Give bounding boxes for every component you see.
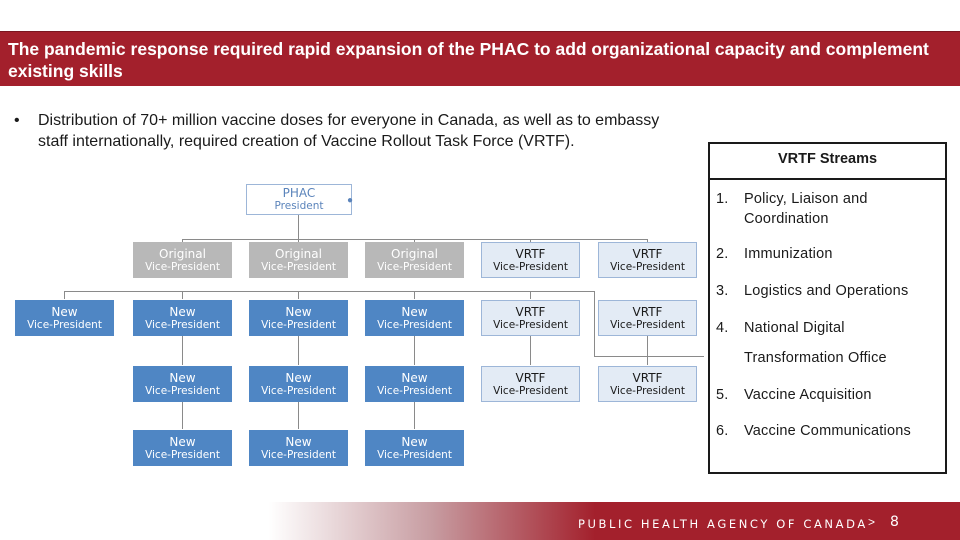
stream-text: Transformation Office xyxy=(744,350,887,366)
stream-item xyxy=(716,281,944,301)
org-box-subtitle: President xyxy=(274,200,324,212)
org-box-new-vp xyxy=(365,430,464,466)
org-box-new-vp xyxy=(249,300,348,336)
panel-divider xyxy=(710,178,945,180)
org-box-title: New xyxy=(285,370,312,385)
connector-line xyxy=(298,291,299,299)
bullet-point xyxy=(14,110,664,152)
org-box-title: VRTF xyxy=(515,246,546,261)
footer-agency-name: PUBLIC HEALTH AGENCY OF CANADA xyxy=(578,517,868,531)
stream-item xyxy=(716,348,944,368)
connector-line xyxy=(414,291,415,299)
stream-item xyxy=(716,385,944,405)
org-box-title: New xyxy=(285,304,312,319)
stream-item xyxy=(716,244,944,264)
org-box-new-vp xyxy=(15,300,114,336)
org-box-subtitle: Vice-President xyxy=(145,260,220,273)
org-box-vrtf-vp xyxy=(598,242,697,278)
connector-line xyxy=(64,291,594,292)
bullet-text: Distribution of 70+ million vaccine doses for everyone in Canada, as well as to embassy staff internationally, required creation of Vaccine Rollout Task Force (VRTF). xyxy=(38,112,660,150)
org-box-subtitle: Vice-President xyxy=(261,318,336,331)
stream-text: Immunization xyxy=(744,246,833,262)
org-box-original-vp xyxy=(133,242,232,278)
connector-line xyxy=(182,291,183,299)
stream-text: Vaccine Acquisition xyxy=(744,387,872,403)
connector-line xyxy=(298,335,299,365)
org-box-title: VRTF xyxy=(632,246,663,261)
org-box-subtitle: Vice-President xyxy=(377,448,452,461)
panel-title: VRTF Streams xyxy=(777,151,878,167)
org-box-original-vp xyxy=(249,242,348,278)
connector-handle-icon: ● xyxy=(347,195,354,206)
org-box-new-vp xyxy=(249,366,348,402)
org-box-subtitle: Vice-President xyxy=(261,384,336,397)
connector-line xyxy=(298,214,299,239)
org-box-subtitle: Vice-President xyxy=(377,384,452,397)
org-box-subtitle: Vice-President xyxy=(377,260,452,273)
connector-line xyxy=(182,335,183,365)
vrtf-streams-panel xyxy=(708,142,947,474)
org-box-subtitle: Vice-President xyxy=(610,318,685,331)
connector-line xyxy=(647,335,648,365)
org-box-new-vp xyxy=(365,366,464,402)
org-box-title: New xyxy=(401,434,428,449)
stream-text: Policy, Liaison and Coordination xyxy=(744,191,868,227)
org-box-vrtf-vp xyxy=(598,300,697,336)
org-box-title: PHAC xyxy=(282,186,316,200)
org-box-subtitle: Vice-President xyxy=(610,260,685,273)
org-box-vrtf-vp xyxy=(481,366,580,402)
connector-line xyxy=(530,335,531,365)
slide-title-bar xyxy=(0,31,960,86)
stream-number: 4. xyxy=(716,320,729,336)
org-box-title: Original xyxy=(275,246,322,261)
slide-title: The pandemic response required rapid expansion of the PHAC to add organizational capacity and complement existing skills xyxy=(8,39,929,81)
org-box-vrtf-vp xyxy=(481,300,580,336)
connector-line xyxy=(182,401,183,429)
connector-line xyxy=(64,291,65,299)
org-box-subtitle: Vice-President xyxy=(145,384,220,397)
org-box-new-vp xyxy=(365,300,464,336)
page-number: 8 xyxy=(890,514,899,530)
org-box-subtitle: Vice-President xyxy=(493,318,568,331)
stream-text: National Digital xyxy=(744,320,845,336)
org-box-subtitle: Vice-President xyxy=(145,448,220,461)
org-box-subtitle: Vice-President xyxy=(493,260,568,273)
stream-number: 2. xyxy=(716,246,729,262)
org-box-subtitle: Vice-President xyxy=(493,384,568,397)
org-box-title: New xyxy=(169,304,196,319)
stream-number: 5. xyxy=(716,387,729,403)
org-box-new-vp xyxy=(133,366,232,402)
org-box-title: New xyxy=(169,434,196,449)
connector-line xyxy=(414,335,415,365)
stream-item xyxy=(716,189,944,229)
org-box-new-vp xyxy=(133,430,232,466)
footer-separator: > xyxy=(868,515,876,529)
org-box-original-vp xyxy=(365,242,464,278)
org-box-subtitle: Vice-President xyxy=(377,318,452,331)
org-box-title: New xyxy=(285,434,312,449)
org-box-title: New xyxy=(401,370,428,385)
org-box-title: Original xyxy=(391,246,438,261)
connector-line xyxy=(298,401,299,429)
org-box-title: VRTF xyxy=(515,370,546,385)
org-box-title: VRTF xyxy=(632,370,663,385)
org-chart xyxy=(0,180,700,480)
stream-number: 3. xyxy=(716,283,729,299)
org-box-vrtf-vp xyxy=(598,366,697,402)
org-box-title: VRTF xyxy=(515,304,546,319)
org-box-title: New xyxy=(401,304,428,319)
org-box-title: VRTF xyxy=(632,304,663,319)
org-box-subtitle: Vice-President xyxy=(27,318,102,331)
stream-number: 6. xyxy=(716,423,729,439)
org-box-vrtf-vp xyxy=(481,242,580,278)
stream-item xyxy=(716,421,944,441)
org-box-subtitle: Vice-President xyxy=(610,384,685,397)
org-box-new-vp xyxy=(133,300,232,336)
org-box-title: New xyxy=(169,370,196,385)
stream-text: Vaccine Communications xyxy=(744,423,911,439)
connector-line xyxy=(594,356,704,357)
org-box-new-vp xyxy=(249,430,348,466)
bullet-dot: • xyxy=(14,112,20,129)
org-box-title: New xyxy=(51,304,78,319)
org-box-subtitle: Vice-President xyxy=(145,318,220,331)
connector-line xyxy=(594,291,595,356)
org-box-title: Original xyxy=(159,246,206,261)
connector-line xyxy=(414,401,415,429)
stream-item xyxy=(716,318,944,338)
stream-number: 1. xyxy=(716,191,729,207)
org-box-subtitle: Vice-President xyxy=(261,260,336,273)
org-box-subtitle: Vice-President xyxy=(261,448,336,461)
connector-line xyxy=(182,239,648,240)
org-box-president xyxy=(246,184,352,215)
connector-line xyxy=(530,291,531,299)
stream-text: Logistics and Operations xyxy=(744,283,909,299)
